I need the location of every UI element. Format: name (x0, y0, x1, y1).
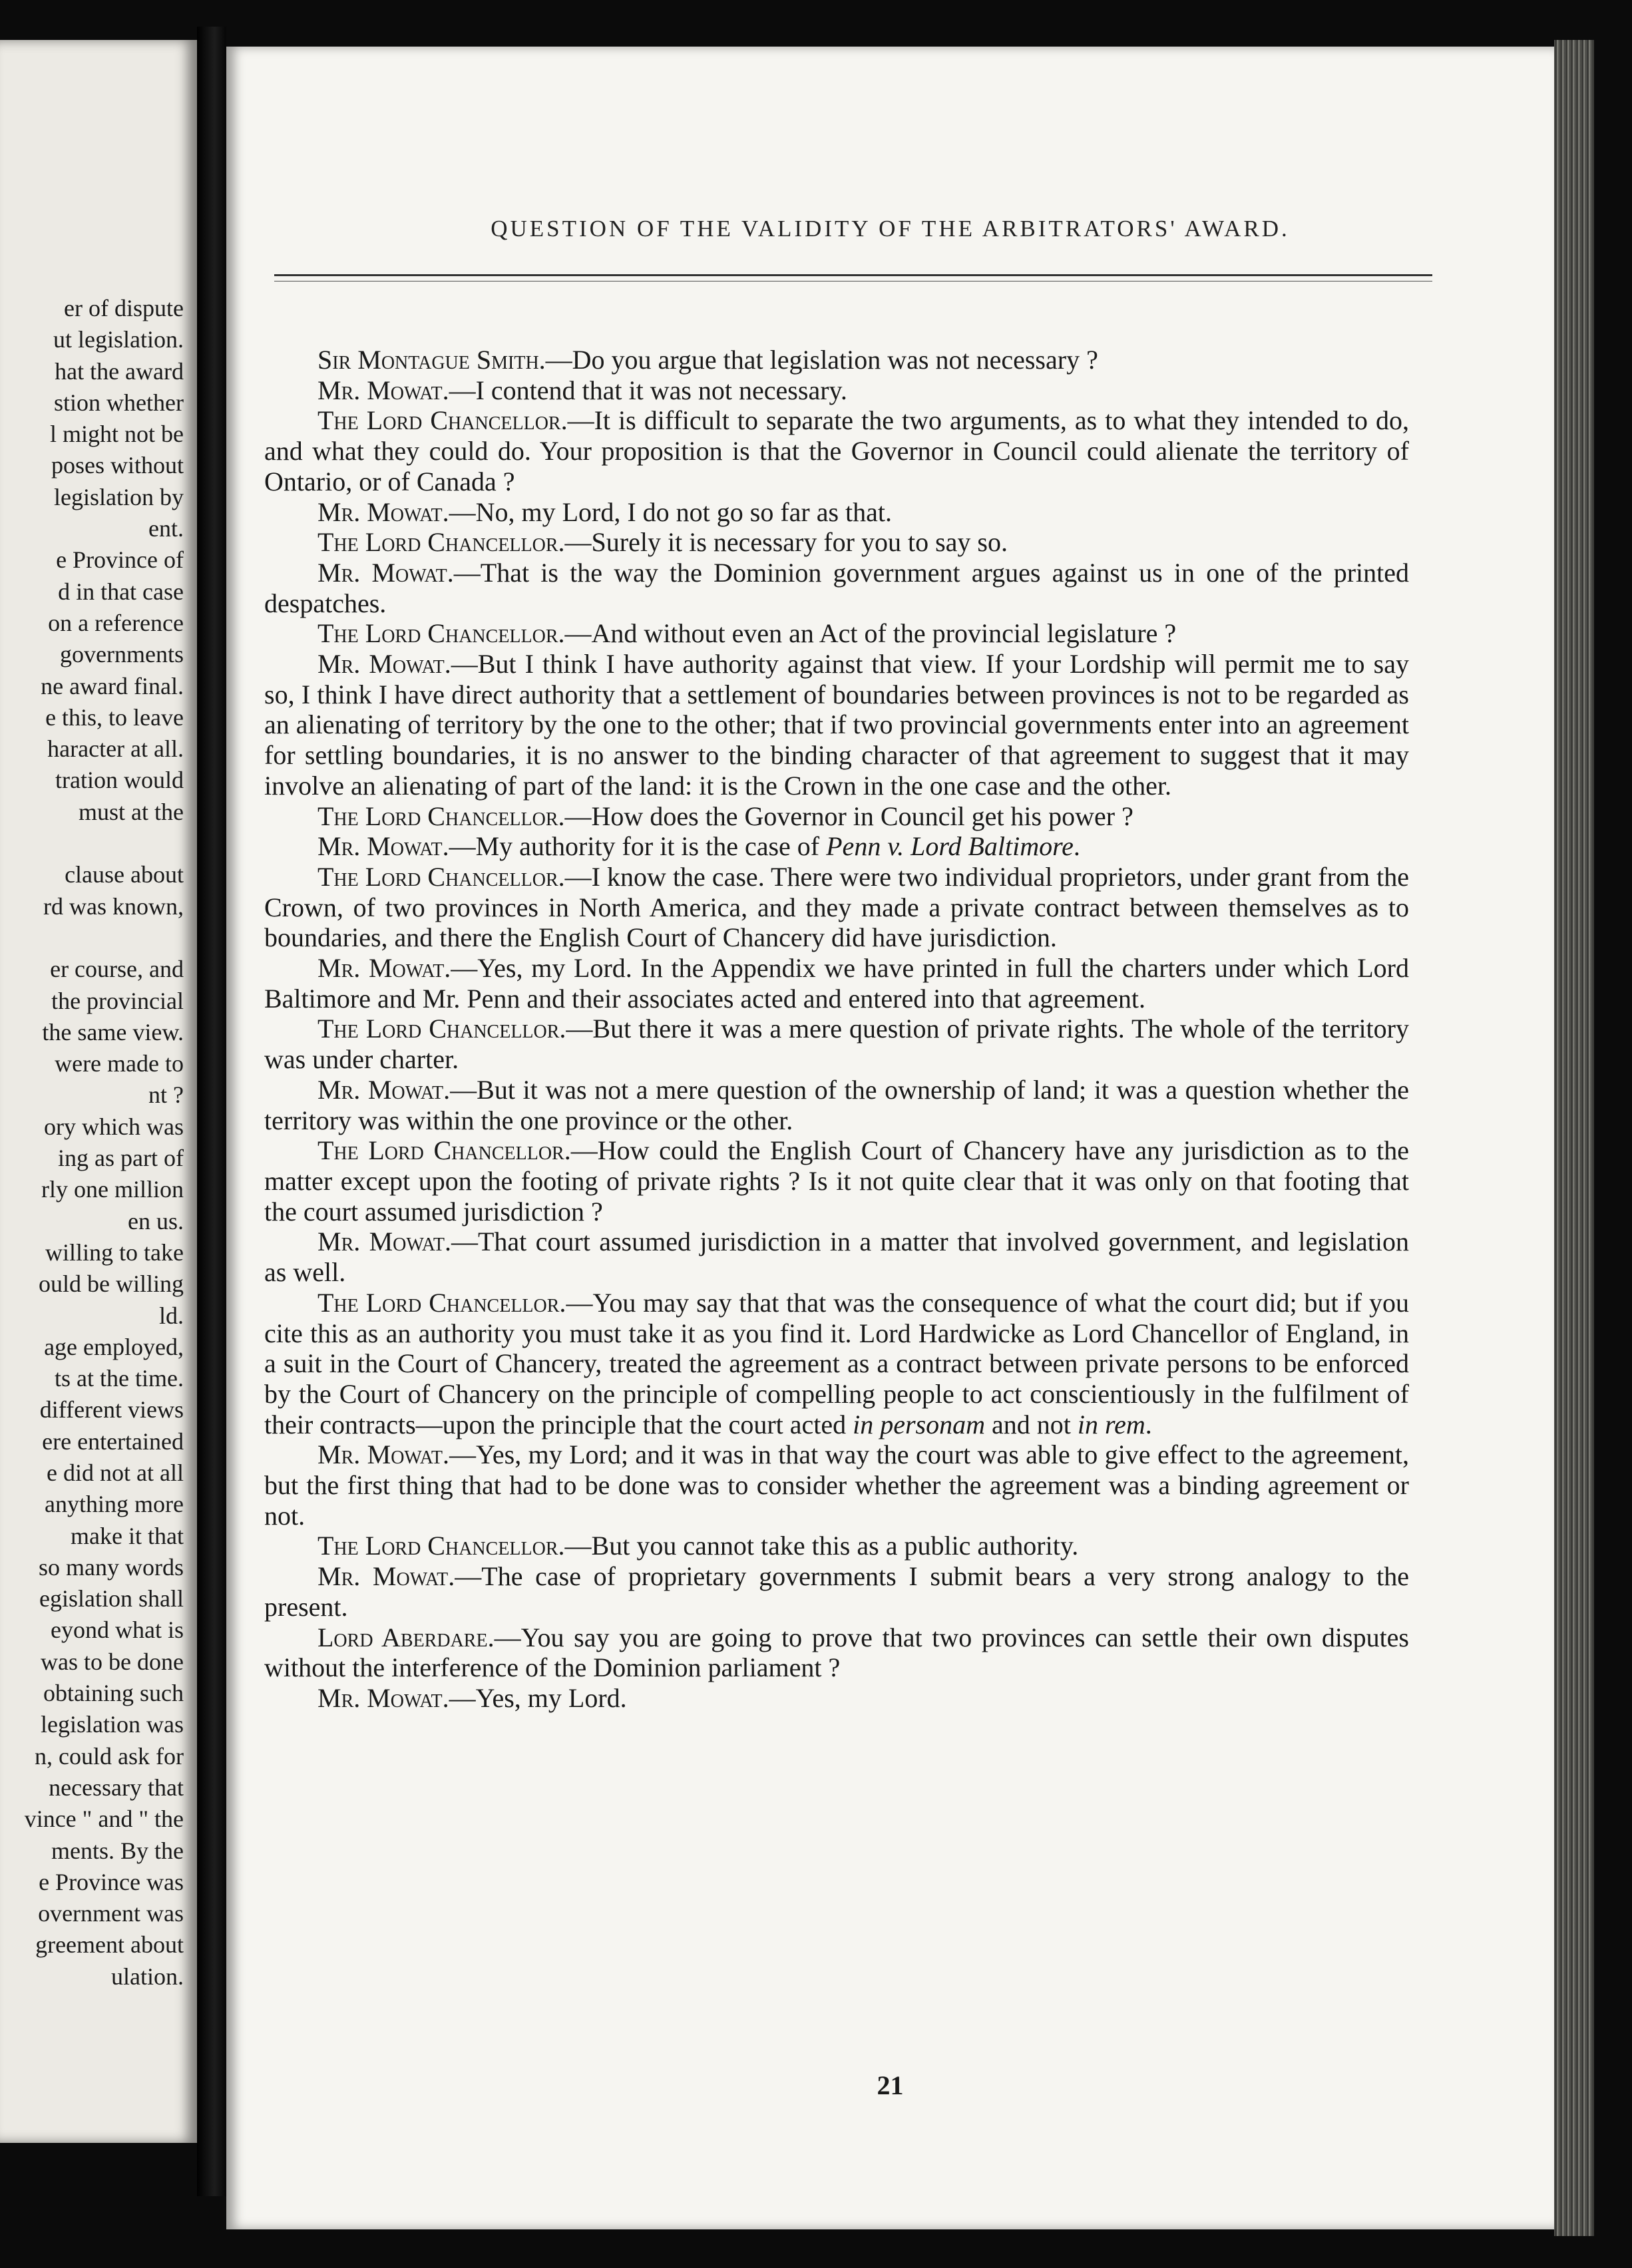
dialogue-paragraph (264, 375, 1409, 406)
dialogue-paragraph (264, 1561, 1409, 1622)
left-page-line: ld. (158, 1302, 184, 1329)
left-page-line: haracter at all. (47, 735, 184, 763)
left-page-line: the provincial (51, 987, 184, 1014)
left-facing-page (0, 40, 197, 2143)
speaker-name: Mr. Mowat. (317, 831, 449, 862)
speaker-name: Mr. Mowat. (317, 1227, 451, 1257)
left-page-line: legislation was (41, 1711, 184, 1738)
left-page-line: age employed, (44, 1333, 184, 1360)
speaker-name: Mr. Mowat. (317, 649, 451, 679)
speech-text: —The case of proprietary governments I submit bears a very strong analogy to the present. (264, 1561, 1410, 1622)
speaker-name: The Lord Chancellor. (317, 1531, 565, 1561)
left-page-line: eyond what is (51, 1616, 184, 1644)
left-page-line (0, 922, 184, 954)
left-page-line: was to be done (41, 1648, 184, 1675)
main-page (226, 47, 1554, 2229)
page-number: 21 (877, 2070, 904, 2100)
speaker-name: Sir Montague Smith. (317, 345, 546, 375)
dialogue-paragraph (264, 862, 1409, 953)
dialogue-paragraph (264, 1227, 1409, 1287)
dialogue-paragraph (264, 497, 1409, 528)
dialogue-paragraph (264, 345, 1409, 375)
dialogue-paragraph (264, 1135, 1409, 1227)
dialogue-paragraph (264, 1288, 1409, 1440)
left-page-line: were made to (55, 1050, 184, 1077)
left-page-line: d in that case (58, 578, 184, 605)
left-page-line: anything more (45, 1491, 184, 1518)
left-page-line: on a reference (48, 609, 184, 636)
speaker-name: The Lord Chancellor. (317, 527, 565, 558)
speech-text: —But you cannot take this as a public authority. (564, 1531, 1079, 1561)
left-page-line: e did not at all (47, 1459, 184, 1486)
left-page-text (0, 293, 184, 1992)
left-page-line: hat the award (55, 357, 184, 385)
left-page-line: e this, to leave (45, 703, 184, 731)
left-page-line: different views (39, 1396, 184, 1423)
book-gutter (197, 27, 226, 2196)
italic-text: in rem (1077, 1409, 1145, 1439)
speech-text: —My authority for it is the case of (449, 831, 827, 862)
speaker-name: The Lord Chancellor. (317, 1014, 566, 1044)
left-page-line: l might not be (50, 421, 184, 448)
speech-text: —How does the Governor in Council get his power ? (564, 801, 1133, 831)
left-page-line: en us. (128, 1207, 184, 1234)
left-page-line: ould be willing (39, 1270, 184, 1298)
dialogue-paragraph (264, 405, 1409, 496)
left-page-line: er course, and (50, 956, 184, 983)
left-page-line: poses without (51, 452, 184, 479)
speaker-name: Mr. Mowat. (317, 953, 451, 984)
left-page-line: ulation. (111, 1963, 184, 1990)
left-page-line: the same view. (42, 1018, 184, 1045)
dialogue-paragraph (264, 558, 1409, 618)
speech-text: —Do you argue that legislation was not necessary ? (545, 345, 1098, 375)
left-page-line: e Province of (56, 546, 184, 574)
left-page-line: make it that (71, 1522, 184, 1549)
speech-text: . (1073, 831, 1080, 862)
left-page-line: governments (60, 641, 184, 668)
left-page-line: ne award final. (41, 672, 184, 699)
speech-text: —But I think I have authority against that view. If your Lordship will permit me to say so, I think I have direct authority that a settlement of boundaries between provinces is not to be regarded as an alienating of territory by the one to the other; that if two provincial governments enter into an agreement for settling boundaries, it is no answer to the binding character of that agreement to suggest that it may involve an alienating of part of the land: it is the Crown in the one case and the other. (264, 649, 1409, 801)
speech-text: —I contend that it was not necessary. (449, 375, 847, 405)
dialogue-paragraph (264, 801, 1409, 832)
speech-text: and not (985, 1409, 1078, 1439)
left-page-line: obtaining such (43, 1680, 184, 1707)
left-page-line: greement about (35, 1931, 184, 1959)
speaker-name: Mr. Mowat. (317, 375, 449, 405)
speech-text: —It is difficult to separate the two arguments, as to what they intended to do, and what they could do. Your proposition is that the Governor in Council could alienate the territory of Ontario, or of Canada ? (264, 405, 1409, 496)
left-page-line: willing to take (45, 1238, 184, 1266)
left-page-line: ory which was (44, 1113, 184, 1140)
left-page-line: tration would (55, 767, 184, 794)
dialogue-paragraph (264, 1014, 1409, 1074)
header-rule-thin (274, 281, 1432, 282)
speech-text: —That is the way the Dominion government argues against us in one of the printed despatches. (264, 557, 1410, 618)
speech-text: —No, my Lord, I do not go so far as that. (449, 496, 893, 527)
speech-text: —Surely it is necessary for you to say so. (564, 527, 1008, 558)
dialogue-paragraph (264, 1622, 1409, 1683)
speech-text: —That court assumed jurisdiction in a matter that involved government, and legislation as well. (264, 1227, 1409, 1288)
speaker-name: Mr. Mowat. (317, 1074, 451, 1105)
dialogue-paragraph (264, 1531, 1409, 1561)
left-page-line: must at the (79, 798, 184, 825)
dialogue-paragraph (264, 527, 1409, 558)
body-text (264, 345, 1409, 1714)
speaker-name: Mr. Mowat. (317, 1561, 455, 1592)
speech-text: —You may say that that was the consequence of what the court did; but if you cite this as an authority you must take it as you find it. Lord Hardwicke as Lord Chancellor of England, in a suit in the Court of Chancery, treated the agreement as a contract between private persons to be enforced by the Court of Chancery on the principle of compelling people to act conscientiously in the fulfilment of their contracts—upon the principle that the court acted (264, 1287, 1409, 1439)
header-rule (274, 274, 1432, 276)
speaker-name: Lord Aberdare. (317, 1622, 495, 1652)
left-page-line: er of dispute (64, 295, 184, 321)
left-page-line: rly one million (41, 1176, 184, 1203)
dialogue-paragraph (264, 831, 1409, 862)
left-page-line: rd was known, (43, 892, 184, 920)
left-page-line: necessary that (49, 1774, 184, 1801)
left-page-line: ent. (148, 515, 184, 542)
left-page-line: ere entertained (42, 1427, 184, 1455)
speaker-name: The Lord Chancellor. (317, 1135, 571, 1166)
page-edges (1554, 40, 1594, 2236)
speech-text: —Yes, my Lord. In the Appendix we have printed in full the charters under which Lord Baltimore and Mr. Penn and their associates acted and entered into that agreement. (264, 953, 1409, 1014)
left-page-line: ments. By the (51, 1837, 184, 1864)
left-page-line: ing as part of (58, 1145, 184, 1172)
left-page-line: legislation by (54, 483, 184, 510)
left-page-line: overnment was (38, 1900, 184, 1927)
left-page-line: stion whether (54, 389, 184, 416)
dialogue-paragraph (264, 618, 1409, 649)
italic-text: in personam (853, 1409, 986, 1439)
speech-text: —You say you are going to prove that two provinces can settle their own disputes without the interference of the Dominion parliament ? (264, 1622, 1409, 1683)
left-page-line: e Province was (39, 1868, 184, 1895)
speech-text: —Yes, my Lord. (449, 1682, 627, 1713)
left-page-line: clause about (65, 861, 184, 888)
speaker-name: Mr. Mowat. (317, 557, 454, 588)
left-page-line: so many words (39, 1553, 184, 1581)
speaker-name: The Lord Chancellor. (317, 405, 568, 436)
running-head: QUESTION OF THE VALIDITY OF THE ARBITRATORS' AWARD. (491, 216, 1290, 242)
left-page-line: vince " and " the (24, 1805, 184, 1833)
italic-text: Penn v. Lord Baltimore (826, 831, 1074, 862)
speaker-name: Mr. Mowat. (317, 496, 449, 527)
left-page-line (0, 828, 184, 859)
left-page-line: n, could ask for (35, 1742, 184, 1770)
speaker-name: The Lord Chancellor. (317, 861, 565, 892)
speech-text: —Yes, my Lord; and it was in that way the court was able to give effect to the agreement, but the first thing that had to be done was to consider whether the agreement was a binding agreement or not. (264, 1439, 1409, 1531)
speaker-name: Mr. Mowat. (317, 1682, 449, 1713)
speech-text: —How could the English Court of Chancery have any jurisdiction as to the matter except upon the footing of private rights ? Is it not quite clear that it was only on that footing that the court assumed jurisdiction ? (264, 1135, 1409, 1227)
speaker-name: The Lord Chancellor. (317, 618, 565, 649)
left-page-line: ut legislation. (53, 326, 184, 353)
speech-text: —I know the case. There were two individual proprietors, under grant from the Crown, of two provinces in North America, and they made a private contract between themselves as to boundaries, and there the English Court of Chancery did have jurisdiction. (264, 861, 1409, 953)
dialogue-paragraph (264, 1075, 1409, 1135)
speech-text: —And without even an Act of the provincial legislature ? (564, 618, 1177, 649)
speaker-name: Mr. Mowat. (317, 1439, 449, 1470)
dialogue-paragraph (264, 1439, 1409, 1531)
left-page-line: egislation shall (39, 1585, 184, 1612)
speech-text: . (1145, 1409, 1152, 1439)
speech-text: —But there it was a mere question of private rights. The whole of the territory was under charter. (264, 1014, 1409, 1075)
dialogue-paragraph (264, 953, 1409, 1014)
dialogue-paragraph (264, 1683, 1409, 1714)
speaker-name: The Lord Chancellor. (317, 1287, 566, 1318)
speaker-name: The Lord Chancellor. (317, 801, 565, 831)
left-page-line: ts at the time. (55, 1365, 184, 1392)
speech-text: —But it was not a mere question of the ownership of land; it was a question whether the territory was within the one province or the other. (264, 1074, 1410, 1135)
dialogue-paragraph (264, 649, 1409, 801)
left-page-line: nt ? (148, 1081, 184, 1109)
